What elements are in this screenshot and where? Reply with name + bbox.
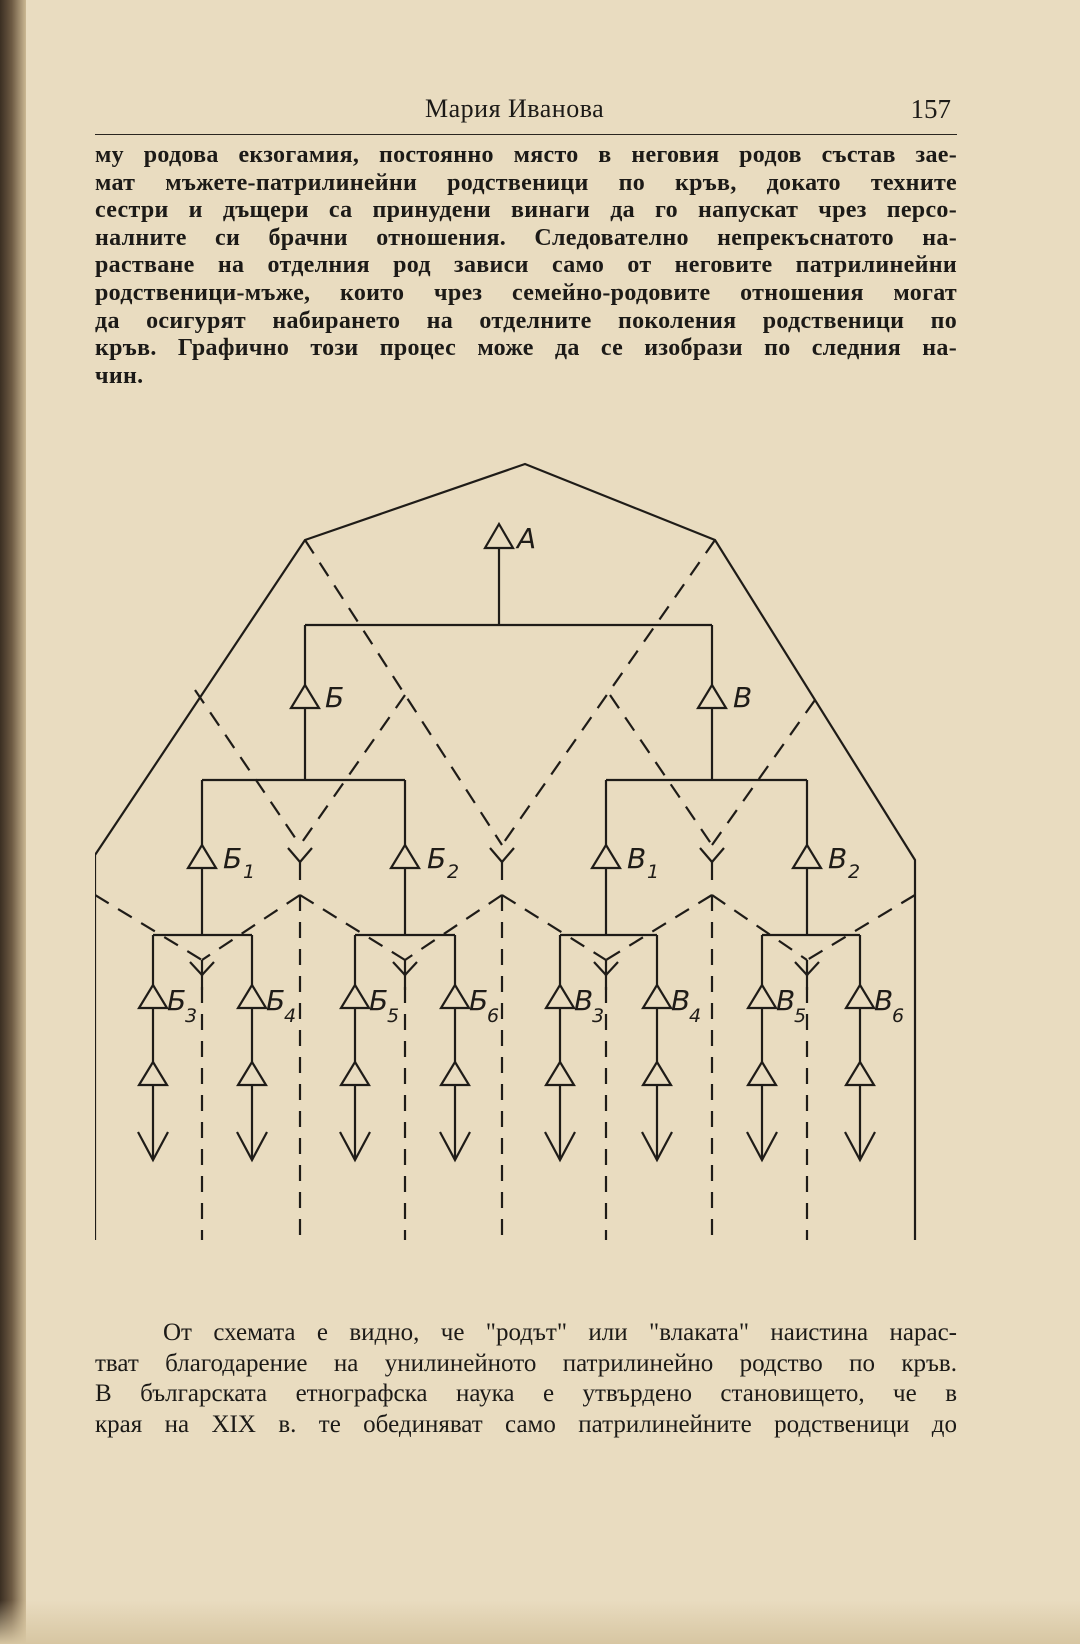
- node-subscript: 4: [284, 1005, 297, 1027]
- node-b-label: Б: [325, 681, 345, 714]
- node-label: В: [671, 984, 691, 1017]
- node-subscript: 6: [487, 1005, 500, 1027]
- text-line: растване на отделния род зависи само от неговите патрилинейни: [95, 252, 957, 279]
- node-v-label: В: [733, 681, 753, 714]
- node-subscript: 1: [243, 861, 256, 883]
- node-subscript: 5: [387, 1005, 400, 1027]
- node-label: Б: [469, 984, 489, 1017]
- node-subscript: 2: [447, 861, 460, 883]
- text-line: чин.: [95, 362, 144, 389]
- text-line: му родова екзогамия, постоянно място в неговия родов състав зае-: [95, 142, 957, 168]
- text-line: да осигурят набирането на отделните поколения родственици по: [95, 307, 957, 334]
- outline-roof: [95, 464, 915, 1240]
- node-b-triangle: [291, 685, 319, 708]
- node-label: В: [874, 984, 894, 1017]
- node-label: В: [828, 842, 848, 875]
- running-head-author: Мария Иванова: [425, 94, 605, 123]
- dashed-female-lines: [95, 540, 915, 1240]
- node-label: Б: [369, 984, 389, 1017]
- node-subscript: 6: [892, 1005, 905, 1027]
- node-subscript: 3: [592, 1005, 605, 1027]
- text-line: В българската етнографска наука е утвърдено становището, че в: [95, 1380, 957, 1407]
- y-symbols: [190, 848, 819, 990]
- node-a-label: А: [517, 522, 537, 555]
- node-label: В: [776, 984, 796, 1017]
- node-subscript: 4: [689, 1005, 702, 1027]
- level4-lines: [138, 935, 875, 1160]
- node-v-triangle: [698, 685, 726, 708]
- text-line: кръв. Графично този процес може да се изобрази по следния на-: [95, 335, 957, 362]
- page-number: 157: [910, 94, 951, 124]
- text-line: родственици-мъже, които чрез семейно-родовите отношения могат: [95, 279, 957, 306]
- node-subscript: 5: [794, 1005, 807, 1027]
- text-line: сестри и дъщери са принудени винаги да го напускат чрез персо-: [95, 197, 957, 224]
- paragraph-after-diagram: [95, 1318, 957, 1440]
- node-label: В: [574, 984, 594, 1017]
- node-triangle: [793, 845, 821, 868]
- node-triangle: [391, 845, 419, 868]
- node-label: В: [627, 842, 647, 875]
- text-line: края на XIX в. те обединяват само патрилинейните родственици до: [95, 1410, 957, 1438]
- node-subscript: 1: [647, 861, 660, 883]
- text-line: налните си брачни отношения. Следователно непрекъснатото на-: [95, 224, 957, 251]
- node-subscript: 3: [185, 1005, 198, 1027]
- node-label: Б: [167, 984, 187, 1017]
- node-label: Б: [223, 842, 243, 875]
- book-page: [95, 0, 957, 1644]
- text-line: От схемата е видно, че "родът" или "влаката" наистина нарас-: [163, 1319, 957, 1346]
- node-a-triangle: [485, 524, 513, 548]
- text-line: тват благодарение на унилинейното патрилинейно родство по кръв.: [95, 1349, 957, 1377]
- node-subscript: 2: [848, 861, 861, 883]
- node-triangle: [188, 845, 216, 868]
- text-line: мат мъжете-патрилинейни родственици по кръв, докато техните: [95, 169, 957, 196]
- node-label: Б: [266, 984, 286, 1017]
- node-triangle: [592, 845, 620, 868]
- node-label: Б: [427, 842, 447, 875]
- book-binding-shadow: [0, 0, 26, 1644]
